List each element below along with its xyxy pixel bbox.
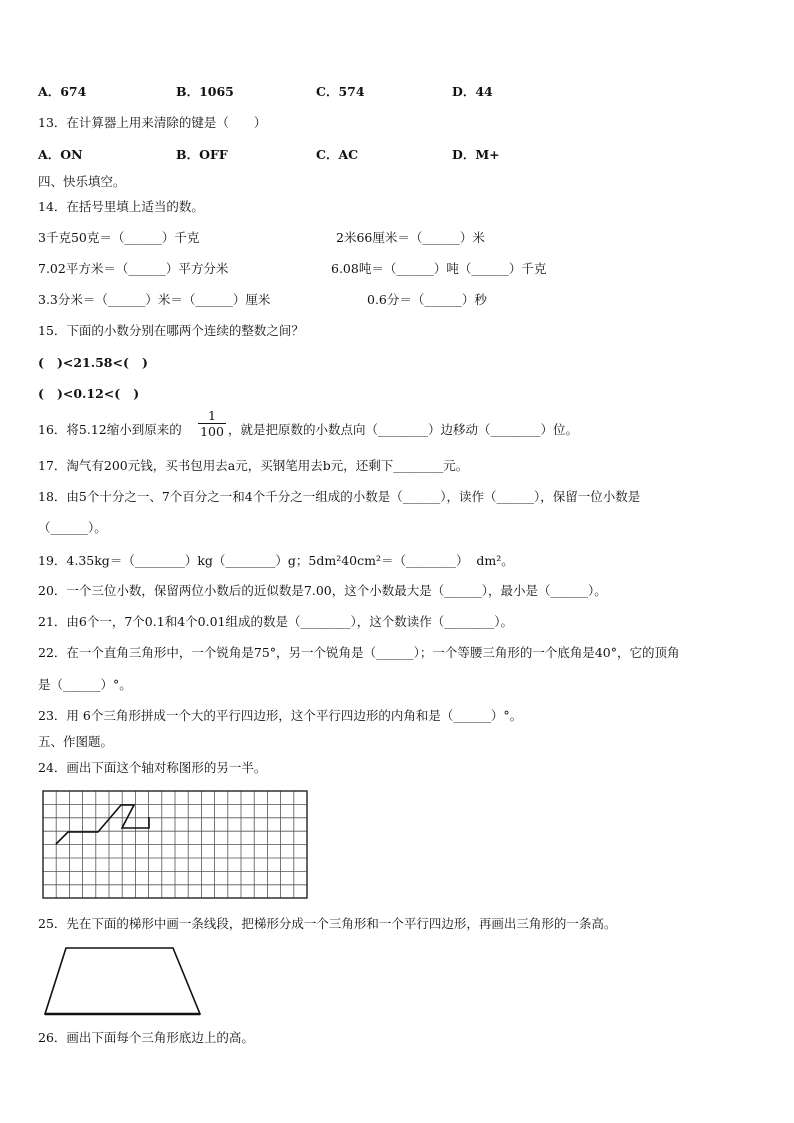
q24-text: 24．画出下面这个轴对称图形的另一半。 bbox=[38, 760, 267, 775]
q14-row3-left: 3.3分米＝（______）米＝（______）厘米 bbox=[38, 292, 271, 307]
q22-line1: 22．在一个直角三角形中，一个锐角是75°，另一个锐角是（______）；一个等腰三角形的一个底角是40°，它的顶角 bbox=[38, 645, 680, 660]
q26-text: 26．画出下面每个三角形底边上的高。 bbox=[38, 1030, 254, 1045]
q13-option-c: C．AC bbox=[316, 147, 359, 162]
q13-option-b: B．OFF bbox=[176, 147, 228, 162]
q14-row2-right: 6.08吨＝（______）吨（______）千克 bbox=[331, 261, 547, 276]
grid-lines bbox=[43, 791, 307, 898]
q14-row3-right: 0.6分＝（______）秒 bbox=[367, 292, 487, 307]
q13-option-a: A．ON bbox=[38, 147, 83, 162]
q14-row1-right: 2米66厘米＝（______）米 bbox=[336, 230, 485, 245]
symmetry-grid-figure bbox=[42, 790, 308, 900]
q16-text-after: ，就是把原数的小数点向（________）边移动（________）位。 bbox=[228, 422, 579, 437]
q14-row1-left: 3千克50克＝（______）千克 bbox=[38, 230, 200, 245]
q14-row2-left: 7.02平方米＝（______）平方分米 bbox=[38, 261, 229, 276]
q13-option-d: D．M+ bbox=[452, 147, 500, 162]
q12-option-a: A．674 bbox=[38, 84, 87, 99]
q16-text-before: 16．将5.12缩小到原来的 bbox=[38, 422, 182, 437]
q18-line1: 18．由5个十分之一、7个百分之一和4个千分之一组成的小数是（______），读作（______），保留一位小数是 bbox=[38, 489, 641, 504]
q12-option-c: C．574 bbox=[316, 84, 365, 99]
q23-text: 23．用 6个三角形拼成一个大的平行四边形，这个平行四边形的内角和是（______）°。 bbox=[38, 708, 523, 723]
q25-text: 25．先在下面的梯形中画一条线段，把梯形分成一个三角形和一个平行四边形，再画出三角形的一条高。 bbox=[38, 916, 617, 931]
section-heading-4: 四、快乐填空。 bbox=[38, 174, 126, 189]
trapezoid-figure bbox=[40, 944, 206, 1020]
q17-text: 17．淘气有200元钱，买书包用去a元，买钢笔用去b元，还剩下________元。 bbox=[38, 458, 469, 473]
q16-fraction bbox=[198, 408, 226, 439]
q14-stem: 14．在括号里填上适当的数。 bbox=[38, 199, 204, 214]
section-heading-5: 五、作图题。 bbox=[38, 734, 114, 749]
q16-fraction-numerator: 1 bbox=[198, 408, 226, 424]
q16-fraction-denominator: 100 bbox=[200, 424, 224, 439]
q21-text: 21．由6个一，7个0.1和4个0.01组成的数是（________），这个数读作（________）。 bbox=[38, 614, 513, 629]
q12-option-b: B．1065 bbox=[176, 84, 234, 99]
q13-stem: 13．在计算器上用来清除的键是（ ） bbox=[38, 115, 267, 130]
q15-line2: ( )<0.12<( ) bbox=[38, 386, 140, 401]
q22-line2: 是（______）°。 bbox=[38, 677, 132, 692]
trapezoid-outline bbox=[45, 948, 200, 1014]
q19-text: 19．4.35kg＝（________）kg（________）g；5dm²40cm²＝（________） dm²。 bbox=[38, 553, 514, 568]
q12-option-d: D．44 bbox=[452, 84, 493, 99]
q20-text: 20．一个三位小数，保留两位小数后的近似数是7.00，这个小数最大是（______），最小是（______）。 bbox=[38, 583, 607, 598]
q15-line1: ( )<21.58<( ) bbox=[38, 355, 148, 370]
q18-line2: （______）。 bbox=[38, 520, 107, 535]
q15-stem: 15．下面的小数分别在哪两个连续的整数之间？ bbox=[38, 323, 304, 338]
